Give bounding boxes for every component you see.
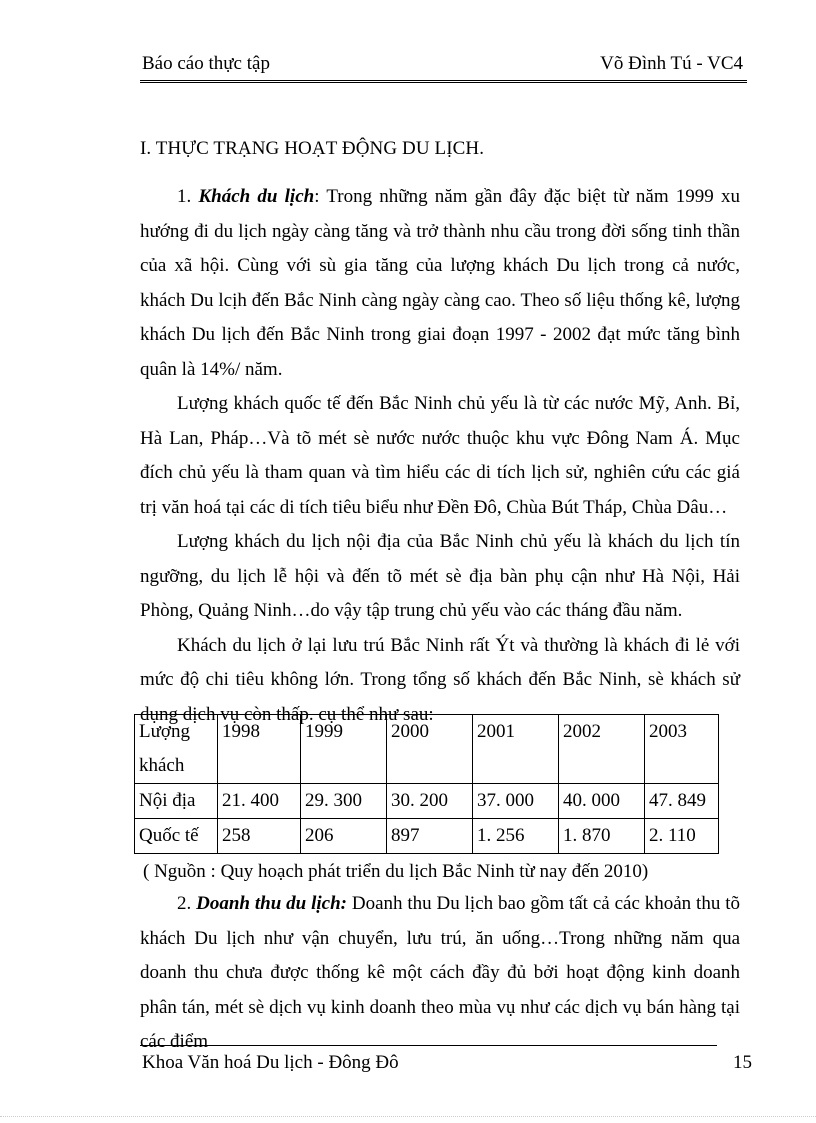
header-report-title: Báo cáo thực tập (142, 53, 270, 74)
table-cell: 2001 (473, 715, 559, 784)
table-cell: Quốc tế (135, 819, 218, 854)
table-cell: 40. 000 (559, 784, 645, 819)
table-cell: 30. 200 (387, 784, 473, 819)
main-content (140, 138, 740, 732)
page-header (140, 50, 747, 83)
table-cell: 206 (301, 819, 387, 854)
table-cell: 2003 (645, 715, 719, 784)
revenue-section (140, 887, 740, 1060)
table-cell: 2. 110 (645, 819, 719, 854)
table-cell: 21. 400 (218, 784, 301, 819)
table-header-row (135, 715, 719, 784)
footer-faculty: Khoa Văn hoá Du lịch - Đông Đô (142, 1052, 399, 1073)
table-cell: 2000 (387, 715, 473, 784)
paragraph-revenue (140, 887, 740, 1060)
paragraph-stay: Khách du lịch ở lại lưu trú Bắc Ninh rất Ýt và thường là khách đi lẻ với mức độ chi tiêu không lớn. Trong tổng số khách đến Bắc Ninh, sè khách sử dụng dịch vụ còn thấp. cụ thể như sau: (140, 634, 740, 725)
item-number: 2. (177, 893, 197, 914)
table-row (135, 784, 719, 819)
table-cell: 2002 (559, 715, 645, 784)
paragraph-international: Lượng khách quốc tế đến Bắc Ninh chủ yếu là từ các nước Mỹ, Anh. Bỉ, Hà Lan, Pháp…Và tõ mét sè nước nước thuộc khu vực Đông Nam Á. Mục đích chủ yếu là tham quan và tìm hiểu các di tích lịch sử, nghiên cứu các giá trị văn hoá tại các di tích tiêu biểu như Đền Đô, Chùa Bút Tháp, Chùa Dâu… (140, 393, 740, 518)
page-number: 15 (733, 1052, 752, 1073)
table-cell: Lượng khách (135, 715, 218, 784)
table-cell: 29. 300 (301, 784, 387, 819)
item-title: Doanh thu du lịch: (196, 893, 347, 914)
table-source: ( Nguồn : Quy hoạch phát triển du lịch Bắc Ninh từ nay đến 2010) (143, 861, 649, 882)
header-author: Võ Đình Tú - VC4 (600, 53, 743, 74)
paragraph-domestic: Lượng khách du lịch nội địa của Bắc Ninh chủ yếu là khách du lịch tín ngưỡng, du lịch lễ hội và đến tõ mét sè địa bàn phụ cận như Hà Nội, Hải Phòng, Quảng Ninh…do vậy tập trung chủ yếu vào các tháng đầu năm. (140, 531, 740, 621)
table-cell: 1998 (218, 715, 301, 784)
table-cell: 1. 256 (473, 819, 559, 854)
table-cell: 1. 870 (559, 819, 645, 854)
table-row (135, 819, 719, 854)
tourist-table (134, 714, 719, 854)
item-title: Khách du lịch (198, 186, 315, 207)
paragraph-tourists (140, 180, 740, 387)
table-cell: Nội địa (135, 784, 218, 819)
table-cell: 258 (218, 819, 301, 854)
footer-divider (140, 1045, 717, 1046)
paragraph-text: Doanh thu Du lịch bao gồm tất cả các khoản thu tõ khách Du lịch như vận chuyển, lưu trú, ăn uống…Trong những năm qua doanh thu chưa được thống kê một cách đầy đủ bởi hoạt động kinh doanh phân tán, mét sè dịch vụ kinh doanh theo mùa vụ như các dịch vụ bán hàng tại các điểm (140, 893, 740, 1052)
paragraph-text: : Trong những năm gần đây đặc biệt từ năm 1999 xu hướng đi du lịch ngày càng tăng và trở thành nhu cầu trong đời sống tinh thần của xã hội. Cùng với sù gia tăng của lượng khách Du lịch trong cả nước, khách Du lcịh đến Bắc Ninh càng ngày càng cao. Theo số liệu thống kê, lượng khách Du lịch đến Bắc Ninh trong giai đoạn 1997 - 2002 đạt mức tăng bình quân là 14%/ năm. (140, 186, 741, 380)
section-heading: I. THỰC TRẠNG HOẠT ĐỘNG DU LỊCH. (140, 138, 485, 159)
page-edge-divider (0, 1116, 816, 1117)
table-cell: 897 (387, 819, 473, 854)
item-number: 1. (177, 186, 199, 207)
table-cell: 37. 000 (473, 784, 559, 819)
table-cell: 47. 849 (645, 784, 719, 819)
table-cell: 1999 (301, 715, 387, 784)
